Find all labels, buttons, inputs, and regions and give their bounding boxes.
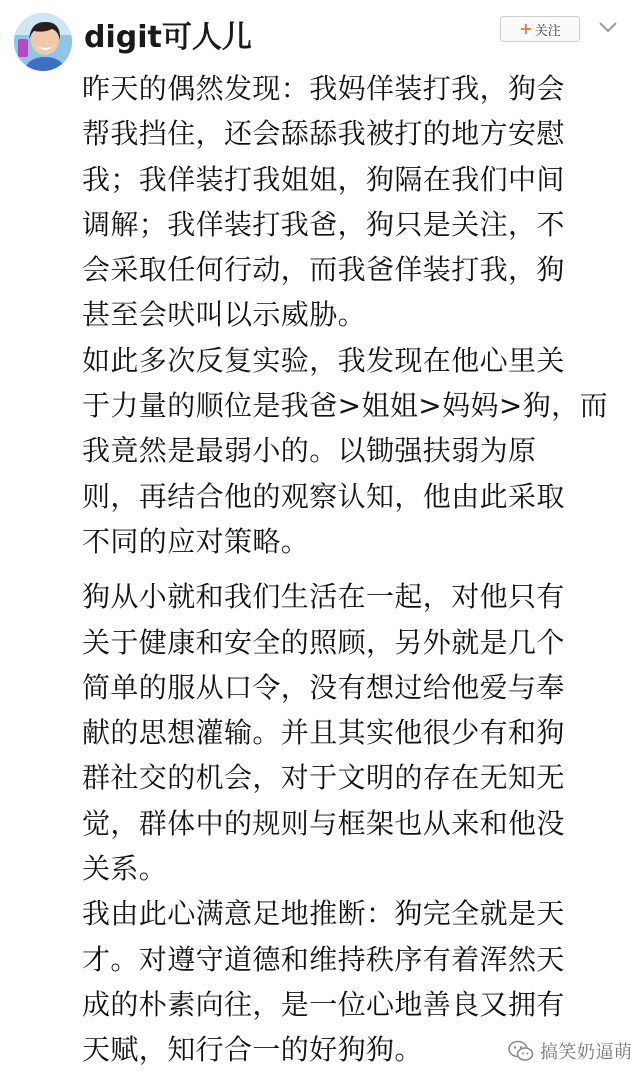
text-line: 我竟然是最弱小的。以锄强扶弱为原 [82, 434, 537, 468]
watermark [508, 1038, 633, 1064]
text-line: 帮我挡住，还会舔舔我被打的地方安慰 [82, 117, 565, 151]
chevron-down-icon[interactable] [596, 17, 620, 37]
follow-button[interactable] [500, 16, 580, 42]
text-line: 关于健康和安全的照顾，另外就是几个 [82, 625, 565, 659]
text-line: 我；我佯装打我姐姐，狗隔在我们中间 [82, 162, 565, 196]
wechat-icon [508, 1040, 534, 1062]
username[interactable]: digit可人儿 [84, 20, 252, 55]
text-line: 狗从小就和我们生活在一起，对他只有 [82, 580, 565, 614]
text-line: 不同的应对策略。 [82, 524, 310, 558]
text-line: 简单的服从口令，没有想过给他爱与奉 [82, 670, 565, 704]
text-line: 调解；我佯装打我爸，狗只是关注，不 [82, 207, 565, 241]
avatar-photo-icon [14, 13, 72, 71]
text-line: 天赋，知行合一的好狗狗。 [82, 1033, 423, 1067]
avatar[interactable] [14, 13, 72, 71]
text-line: 献的思想灌输。并且其实他很少有和狗 [82, 716, 565, 750]
text-line: 昨天的偶然发现：我妈佯装打我，狗会 [82, 72, 565, 105]
text-line: 才。对遵守道德和维持秩序有着浑然天 [82, 942, 565, 976]
post-paragraph [82, 574, 612, 891]
text-line: 群社交的机会，对于文明的存在无知无 [82, 761, 565, 795]
text-line: 觉，群体中的规则与框架也从来和他没 [82, 806, 565, 840]
text-line: 会采取任何行动，而我爸佯装打我，狗 [82, 253, 565, 287]
watermark-text: 搞笑奶逼萌 [540, 1042, 633, 1063]
follow-label: 关注 [534, 23, 561, 39]
text-line: 成的朴素向往，是一位心地善良又拥有 [82, 987, 565, 1021]
text-line: 则，再结合他的观察认知，他由此采取 [82, 479, 565, 513]
text-line: 我由此心满意足地推断：狗完全就是天 [82, 897, 565, 931]
text-line: 关系。 [82, 852, 168, 886]
post-paragraph [82, 338, 612, 564]
text-line: 如此多次反复实验，我发现在他心里关 [82, 343, 565, 377]
text-line: 甚至会吠叫以示威胁。 [82, 298, 367, 332]
text-line: 于力量的顺位是我爸>姐姐>妈妈>狗，而 [82, 389, 608, 423]
plus-icon: + [519, 19, 533, 38]
post-paragraph [82, 66, 612, 338]
post-body [82, 66, 612, 1073]
